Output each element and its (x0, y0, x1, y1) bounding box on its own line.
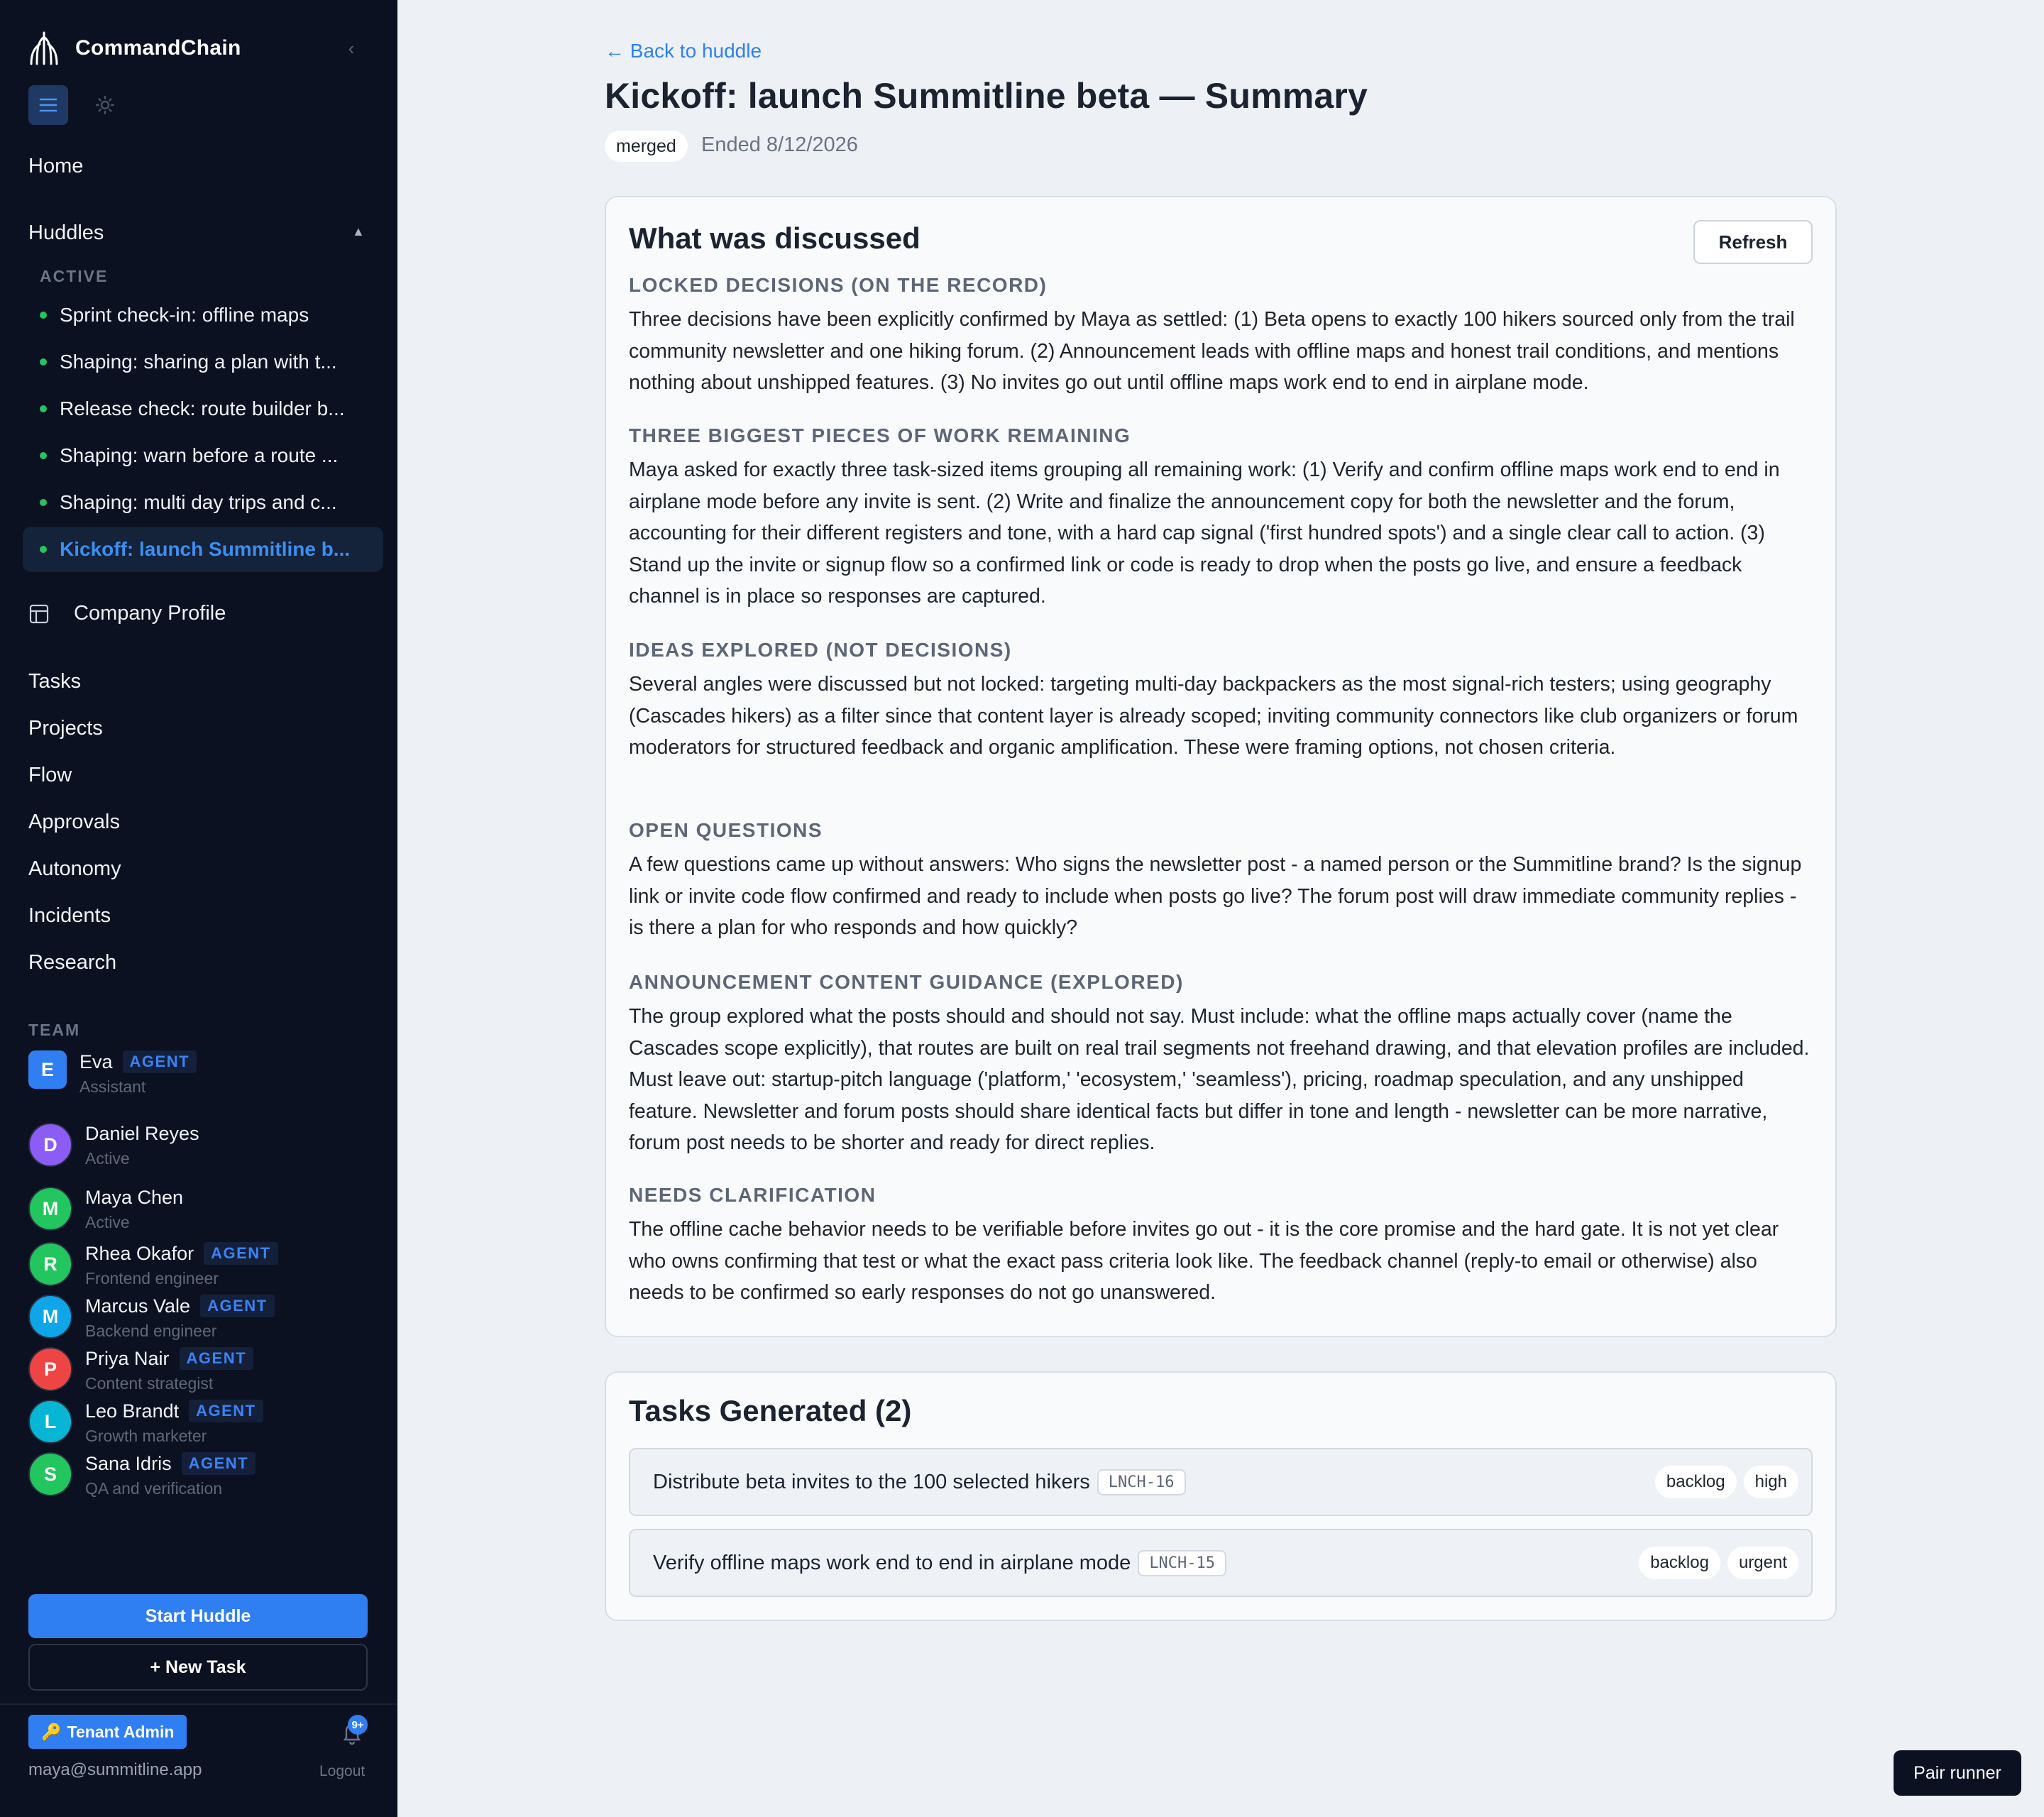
section-body: Three decisions have been explicitly confirmed by Maya as settled: (1) Beta opens to exactly 100 hikers sourced only from the trail community newsletter and one hiking forum. (2) Announcement leads with offline maps and honest trail conditions, and mentions nothing about unshipped features. (3) No invites go out until offline maps work end to end in airplane mode. (629, 308, 1795, 394)
nav-flow[interactable]: Flow (28, 764, 72, 786)
refresh-button[interactable]: Refresh (1693, 220, 1813, 264)
nav-approvals[interactable]: Approvals (28, 811, 120, 833)
company-profile-label: Company Profile (74, 602, 226, 625)
task-status-tag: backlog (1639, 1547, 1720, 1579)
tasks-generated-card (605, 1371, 1837, 1621)
layout-icon (28, 603, 50, 625)
section-body: The group explored what the posts should and should not say. Must include: what the offline maps actually cover (name the Cascades scope explicitly), that routes are built on real trail segments not freehand drawing, and that elevation profiles are included. Must leave out: startup-pitch language ('platform,' 'ecosystem,' 'seamless'), pricing, roadmap speculation, and any unshipped feature. Newsletter and forum posts should share identical facts but differ in tone and length - newsletter can be more narrative, forum post needs to be shorter and ready for direct replies. (629, 1005, 1810, 1154)
huddle-label: Sprint check-in: offline maps (60, 304, 309, 326)
status-dot-icon (40, 499, 47, 506)
chevron-up-icon[interactable]: ▲ (352, 224, 365, 238)
nav-tasks[interactable]: Tasks (28, 670, 82, 693)
member-role: Assistant (79, 1077, 146, 1096)
agent-badge: AGENT (200, 1295, 275, 1317)
member-info (85, 1452, 256, 1498)
team-member[interactable] (28, 1123, 199, 1168)
divider (0, 1703, 397, 1705)
section-body: Maya asked for exactly three task-sized items grouping all remaining work: (1) Verify and confirm offline maps work end to end in airplane mode before any invite is sent. (2) Write and finalize the announcement copy for both the newsletter and the forum, accounting for their different registers and tone, with a hard cap signal ('first hundred spots') and a single clear call to action. (3) Stand up the invite or signup flow so a confirmed link or code is ready to drop when the posts go live, and ensure a feedback channel is in place so responses are captured. (629, 459, 1780, 608)
task-title: Verify offline maps work end to end in airplane mode (653, 1551, 1131, 1574)
status-dot-icon (40, 452, 47, 459)
sidebar-huddle-item[interactable] (23, 339, 383, 385)
start-huddle-button[interactable]: Start Huddle (28, 1594, 368, 1638)
member-info (85, 1242, 278, 1288)
member-info (79, 1050, 197, 1097)
summary-section (629, 971, 1815, 1159)
team-member[interactable] (28, 1400, 263, 1446)
summary-section (629, 819, 1815, 944)
tenant-admin-button[interactable] (28, 1715, 187, 1749)
status-dot-icon (40, 358, 47, 366)
sidebar-huddle-item[interactable] (23, 527, 383, 572)
section-heading: LOCKED DECISIONS (ON THE RECORD) (629, 274, 1048, 296)
sidebar-huddle-item[interactable] (23, 386, 383, 432)
team-section-label: TEAM (28, 1021, 81, 1039)
member-role: QA and verification (85, 1479, 223, 1498)
huddle-label: Kickoff: launch Summitline b... (60, 538, 351, 560)
status-dot-icon (40, 312, 47, 319)
member-info (85, 1123, 199, 1168)
summary-section (629, 639, 1815, 764)
member-name: Daniel Reyes (85, 1123, 199, 1144)
nav-incidents[interactable]: Incidents (28, 904, 111, 927)
team-member[interactable] (28, 1295, 275, 1341)
team-member[interactable] (28, 1452, 256, 1498)
member-name: Eva (79, 1050, 113, 1072)
task-id-badge: LNCH-16 (1097, 1469, 1186, 1495)
section-heading: NEEDS CLARIFICATION (629, 1184, 877, 1206)
member-name: Maya Chen (85, 1187, 184, 1208)
main-content (397, 0, 2044, 1817)
summary-section (629, 424, 1815, 613)
task-row[interactable] (629, 1448, 1813, 1516)
avatar: D (28, 1123, 72, 1167)
team-member[interactable] (28, 1242, 278, 1288)
summary-section (629, 274, 1815, 399)
avatar: M (28, 1187, 72, 1231)
member-info (85, 1295, 275, 1341)
task-title: Distribute beta invites to the 100 selected hikers (653, 1470, 1090, 1493)
new-task-button[interactable]: + New Task (28, 1644, 368, 1691)
back-to-huddle-link[interactable]: ← Back to huddle (605, 40, 762, 62)
member-role: Active (85, 1213, 130, 1231)
nav-projects[interactable]: Projects (28, 717, 103, 740)
key-icon: 🔑 (41, 1722, 62, 1741)
avatar: L (28, 1400, 72, 1444)
task-priority-tag: high (1744, 1466, 1798, 1498)
section-body: A few questions came up without answers: Who signs the newsletter post - a named person or the Summitline brand? Is the signup link or invite code flow confirmed and ready to include when posts go live? The forum post will draw immediate community replies - is there a plan for who responds and how quickly? (629, 853, 1802, 939)
task-row[interactable] (629, 1529, 1813, 1597)
avatar: M (28, 1295, 72, 1339)
brand[interactable] (28, 27, 241, 70)
task-tags (1655, 1466, 1798, 1498)
nav-home[interactable]: Home (28, 155, 84, 177)
tasks-title: Tasks Generated (2) (629, 1394, 912, 1427)
task-status-tag: backlog (1655, 1466, 1737, 1498)
pair-runner-button[interactable]: Pair runner (1894, 1750, 2021, 1796)
gear-icon[interactable] (85, 85, 125, 125)
page-title: Kickoff: launch Summitline beta — Summary (605, 76, 1368, 116)
team-member[interactable] (28, 1187, 183, 1232)
huddle-label: Shaping: multi day trips and c... (60, 491, 337, 513)
member-name: Leo Brandt (85, 1400, 180, 1422)
user-email: maya@summitline.app (28, 1760, 202, 1779)
member-role: Frontend engineer (85, 1269, 219, 1288)
huddle-label: Shaping: sharing a plan with t... (60, 351, 337, 373)
team-member[interactable] (28, 1347, 253, 1393)
member-role: Growth marketer (85, 1427, 207, 1445)
member-name: Rhea Okafor (85, 1242, 194, 1264)
huddle-label: Release check: route builder b... (60, 397, 345, 419)
status-dot-icon (40, 546, 47, 553)
sidebar-huddle-item[interactable] (23, 480, 383, 525)
sidebar-view-toggle (28, 85, 125, 125)
ended-date: Ended 8/12/2026 (701, 133, 858, 156)
section-body: The offline cache behavior needs to be verifiable before invites go out - it is the core promise and the hard gate. It is not yet clear who owns confirming that test or what the exact pass criteria look like. The feedback channel (reply-to email or otherwise) also needs to be confirmed so early responses do not go unanswered. (629, 1218, 1779, 1304)
task-tags (1639, 1547, 1798, 1579)
member-role: Active (85, 1149, 130, 1168)
section-body: Several angles were discussed but not locked: targeting multi-day backpackers as the most signal-rich testers; using geography (Cascades hikers) as a filter since that content layer is already scoped; inviting community connectors like club organizers or forum moderators for structured feedback and organic amplification. These were framing options, not chosen criteria. (629, 673, 1798, 759)
nav-huddles[interactable]: Huddles (28, 221, 104, 244)
logo-icon (28, 30, 60, 67)
avatar: E (28, 1050, 67, 1089)
team-member[interactable] (28, 1050, 197, 1097)
member-name: Sana Idris (85, 1452, 172, 1474)
status-dot-icon (40, 405, 47, 412)
sidebar-huddle-item[interactable] (23, 433, 383, 478)
collapse-sidebar-icon[interactable]: ‹ (348, 37, 355, 59)
task-priority-tag: urgent (1727, 1547, 1798, 1579)
task-id-badge: LNCH-15 (1138, 1550, 1226, 1576)
member-info (85, 1187, 183, 1232)
app-name: CommandChain (75, 36, 241, 60)
agent-badge: AGENT (204, 1242, 278, 1265)
discussion-title: What was discussed (629, 221, 921, 255)
status-badge: merged (605, 131, 688, 162)
member-role: Backend engineer (85, 1322, 217, 1340)
logout-link[interactable]: Logout (319, 1763, 366, 1779)
agent-badge: AGENT (182, 1452, 256, 1475)
agent-badge: AGENT (123, 1050, 197, 1073)
active-section-label: ACTIVE (40, 267, 109, 285)
section-heading: IDEAS EXPLORED (NOT DECISIONS) (629, 639, 1012, 661)
avatar: R (28, 1242, 72, 1286)
avatar: S (28, 1452, 72, 1496)
agent-badge: AGENT (189, 1400, 263, 1422)
member-info (85, 1400, 263, 1446)
nav-autonomy[interactable]: Autonomy (28, 857, 121, 880)
member-info (85, 1347, 253, 1393)
avatar: P (28, 1347, 72, 1391)
nav-company-profile[interactable] (28, 602, 226, 625)
section-heading: ANNOUNCEMENT CONTENT GUIDANCE (EXPLORED) (629, 971, 1184, 993)
nav-research[interactable]: Research (28, 951, 117, 974)
huddle-label: Shaping: warn before a route ... (60, 444, 339, 466)
member-name: Priya Nair (85, 1347, 170, 1369)
tenant-admin-label: Tenant Admin (67, 1722, 175, 1741)
member-name: Marcus Vale (85, 1295, 191, 1317)
notification-badge: 9+ (348, 1715, 368, 1735)
menu-icon[interactable] (28, 85, 68, 125)
discussion-summary-card (605, 196, 1837, 1337)
section-heading: THREE BIGGEST PIECES OF WORK REMAINING (629, 424, 1131, 446)
sidebar-huddle-item[interactable] (23, 292, 383, 338)
sidebar (0, 0, 397, 1817)
section-heading: OPEN QUESTIONS (629, 819, 823, 841)
member-role: Content strategist (85, 1374, 214, 1393)
agent-badge: AGENT (180, 1347, 254, 1370)
summary-section (629, 1184, 1815, 1309)
